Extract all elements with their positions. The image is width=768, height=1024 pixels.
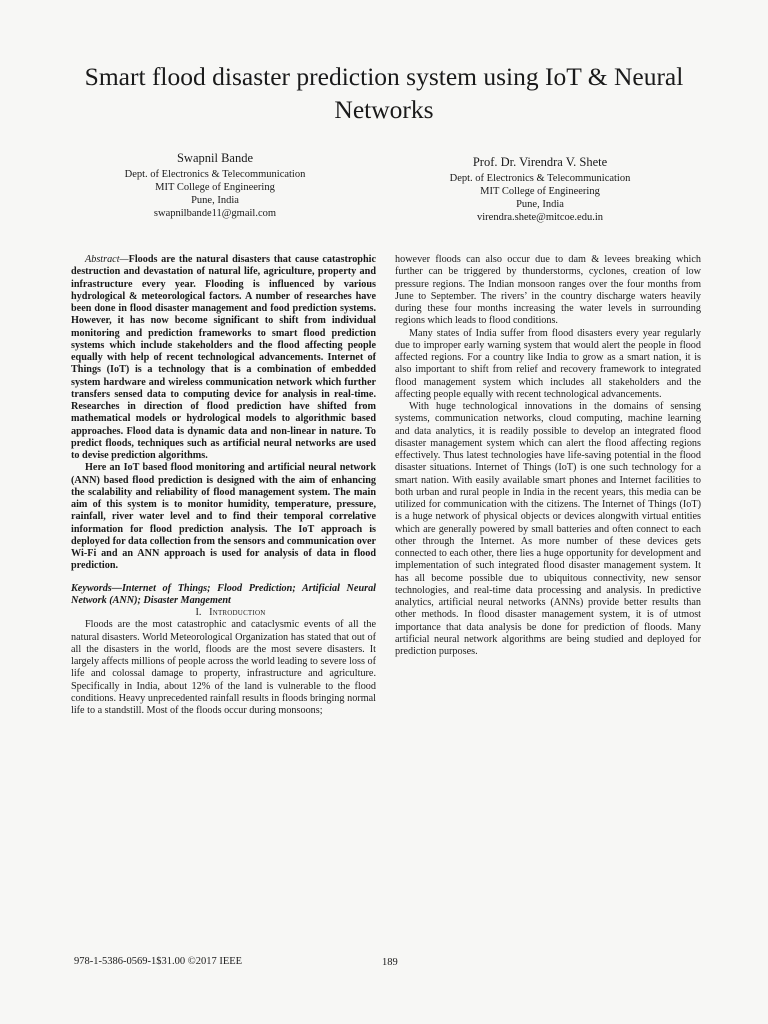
section-heading	[71, 607, 376, 619]
author-email: virendra.shete@mitcoe.edu.in	[477, 212, 603, 223]
left-column	[71, 254, 376, 717]
right-column	[395, 254, 701, 658]
author-location: Pune, India	[516, 199, 564, 210]
abstract-paragraph-2: Here an IoT based flood monitoring and artificial neural network (ANN) based flood prediction is designed with the aim of enhancing the scalability and reliability of flood management system. The main aim of this system is to monitor humidity, temperature, pressure, rainfall, river water level and to find their temporal correlative information for flood prediction analysis. The IoT approach is deployed for data collection from the sensors and communication over Wi-Fi and an ANN approach is used for analysis of data in flood prediction.	[71, 462, 376, 572]
keywords: Keywords—Internet of Things; Flood Prediction; Artificial Neural Network (ANN); Disaster Mangement	[71, 582, 376, 606]
intro-paragraph: Floods are the most catastrophic and cataclysmic events of all the natural disasters. World Meteorological Organization has stated that out of all the disasters in the world, floods are the most severe disasters. It largely affects millions of people across the world leading to severe loss of life and colossal damage to property, infrastructure and agriculture. Specifically in India, about 12% of the land is vulnerable to the flood conditions. Heavy unprecedented rainfall results in floods bringing normal life to a standstill. Most of the floods occur during monsoons;	[71, 619, 376, 716]
abstract-dash: —	[119, 254, 129, 265]
author-college: MIT College of Engineering	[155, 182, 275, 193]
author-dept: Dept. of Electronics & Telecommunication	[124, 169, 306, 180]
abstract-label: Abstract	[85, 254, 120, 265]
author-name: Swapnil Bande	[176, 151, 254, 165]
abstract-paragraph-1	[71, 254, 376, 462]
body-paragraph: With huge technological innovations in the domains of sensing systems, communication networks, cloud computing, machine learning and data analytics, it is readily possible to develop an integrated flood disaster management system which can alert the flood affecting regions effectively. Thus latest technologies have life-saving potential in the flood disaster situations. Internet of Things (IoT) is one such technology for a smart nation. With easily available smart phones and Internet facilities to both urban and rural people in India in the recent years, this media can be utilized for communication with the citizens. The Internet of Things (IoT) is a huge network of physical objects or devices alongwith virtual entities which are generally powered by small batteries and often connect to each other through the Internet. As more number of these devices gets connected to each other, there lies a huge opportunity for development and implementation of such integrated flood disaster management system. It has all become possible due to ubiquitous connectivity, new sensor technologies, and real-time data processing and analysis. In predictive analytics, artificial neural networks (ANNs) provide better results than other methods. In flood disaster management system, it is of utmost importance that data analysis be done for prediction of floods. Many artificial neural network algorithms are being studied and deployed for prediction purposes.	[395, 401, 701, 657]
body-paragraph: Many states of India suffer from flood disasters every year regularly due to improper early warning system that would alert the people in flood affected regions. For a country like India to grow as a smart nation, it is also important to shift from relief and recovery framework to integrated flood management system which includes all stakeholders and the affecting people equally with recent technological advancements.	[395, 327, 701, 400]
paper-title: Smart flood disaster prediction system using IoT & Neural Networks	[84, 62, 684, 124]
author-block-2	[410, 154, 670, 224]
author-name: Prof. Dr. Virendra V. Shete	[472, 155, 608, 169]
section-number: I.	[195, 607, 202, 618]
author-location: Pune, India	[191, 195, 239, 206]
author-college: MIT College of Engineering	[480, 186, 600, 197]
section-title: Introduction	[209, 607, 266, 618]
author-dept: Dept. of Electronics & Telecommunication	[449, 173, 631, 184]
body-paragraph: however floods can also occur due to dam & levees breaking which further can be triggered by thunderstorms, cyclones, creation of low pressure regions. The Indian monsoon ranges over the four months from June to September. The rivers’ in the country discharge waters heavily during these four months increasing the water levels in surrounding regions which leads to flood conditions.	[395, 254, 701, 327]
abstract-text: Floods are the natural disasters that cause catastrophic destruction and devastation of natural life, agriculture, property and infrastructure every year. Flooding is influenced by various hydrological & meteorological factors. A number of researches have been done in flood disaster management and food prediction systems. However, it has now become significant to shift from individual monitoring and prediction frameworks to smart flood prediction systems which include stakeholders and the flood affecting people equally with help of recent technological advancements. Internet of Things (IoT) is a technology that is a combination of embedded system hardware and wireless communication network which further transfers sensed data to computing device for analysis in real-time. Researches in direction of flood prediction have shifted from mathematical models or hydrological models to algorithmic based approaches. Flood data is dynamic data and non-linear in nature. To predict floods, techniques such as artificial neural networks are used to devise prediction algorithms.	[71, 254, 376, 461]
author-email: swapnilbande11@gmail.com	[153, 208, 277, 219]
page-number: 189	[382, 957, 398, 968]
author-block-1	[90, 150, 340, 220]
footer-isbn: 978-1-5386-0569-1$31.00 ©2017 IEEE	[74, 956, 243, 967]
